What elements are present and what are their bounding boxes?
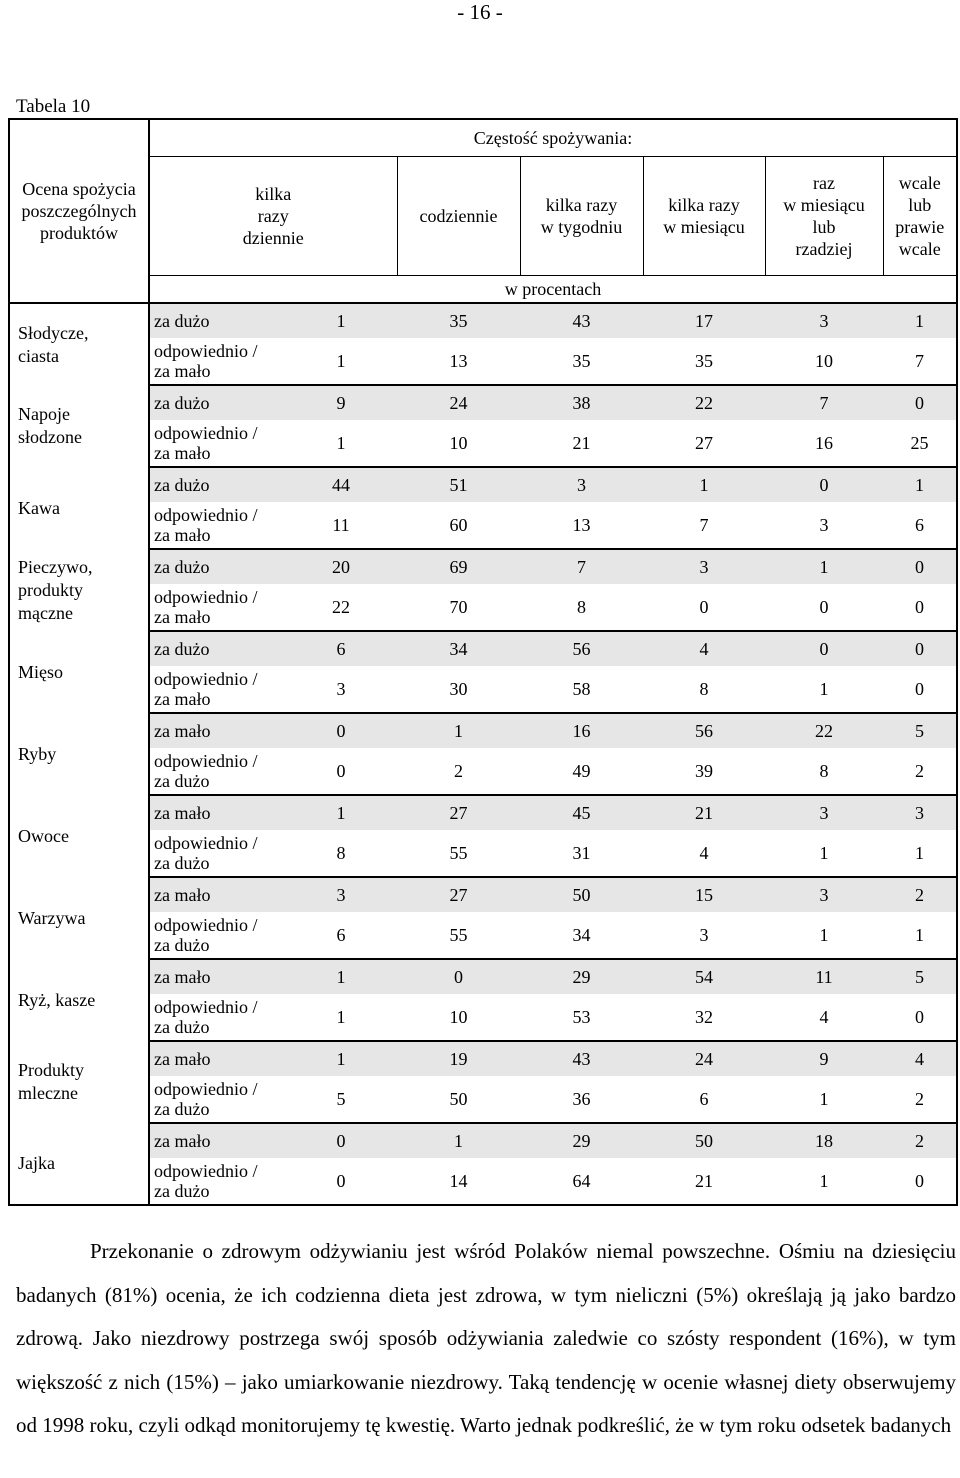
value-cell: 25 bbox=[883, 420, 957, 467]
table-title: Tabela 10 bbox=[16, 96, 91, 117]
value-cell: 18 bbox=[765, 1123, 883, 1158]
value-cell: 55 bbox=[397, 830, 520, 877]
column-header-line: w tygodniu bbox=[540, 217, 623, 237]
rating-header: Ocena spożycia poszczególnych produktów bbox=[9, 119, 149, 303]
value-cell: 1 bbox=[285, 959, 397, 994]
value-cell: 21 bbox=[643, 795, 765, 830]
value-cell: 2 bbox=[883, 1076, 957, 1123]
value-cell: 22 bbox=[643, 385, 765, 420]
value-cell: 69 bbox=[397, 549, 520, 584]
rating-label bbox=[149, 748, 285, 795]
column-header bbox=[520, 157, 643, 276]
value-cell: 21 bbox=[520, 420, 643, 467]
value-cell: 6 bbox=[285, 631, 397, 666]
rating-label-line: za dużo bbox=[154, 639, 210, 659]
column-header-line: w miesiącu bbox=[783, 195, 865, 215]
value-cell: 36 bbox=[520, 1076, 643, 1123]
rating-label bbox=[149, 385, 285, 420]
value-cell: 14 bbox=[397, 1158, 520, 1205]
column-header-line: wcale bbox=[898, 239, 941, 259]
value-cell: 11 bbox=[765, 959, 883, 994]
value-cell: 24 bbox=[643, 1041, 765, 1076]
rating-label bbox=[149, 303, 285, 338]
value-cell: 10 bbox=[765, 338, 883, 385]
value-cell: 10 bbox=[397, 994, 520, 1041]
value-cell: 0 bbox=[285, 1158, 397, 1205]
value-cell: 8 bbox=[643, 666, 765, 713]
value-cell: 8 bbox=[520, 584, 643, 631]
rating-label-line: za mało bbox=[154, 967, 211, 987]
value-cell: 1 bbox=[765, 1158, 883, 1205]
rating-label-line: za mało bbox=[154, 1131, 211, 1151]
column-header bbox=[397, 157, 520, 276]
table-row bbox=[9, 748, 957, 795]
rating-label-line: odpowiednio / bbox=[154, 1161, 258, 1181]
product-name-line: Owoce bbox=[18, 825, 69, 846]
value-cell: 4 bbox=[643, 631, 765, 666]
value-cell: 4 bbox=[883, 1041, 957, 1076]
value-cell: 64 bbox=[520, 1158, 643, 1205]
value-cell: 51 bbox=[397, 467, 520, 502]
value-cell: 16 bbox=[520, 713, 643, 748]
value-cell: 2 bbox=[883, 748, 957, 795]
column-header-line: raz bbox=[813, 173, 835, 193]
product-name bbox=[9, 795, 149, 877]
product-name bbox=[9, 631, 149, 713]
consumption-table bbox=[8, 118, 958, 1206]
value-cell: 49 bbox=[520, 748, 643, 795]
table-row bbox=[9, 631, 957, 666]
value-cell: 60 bbox=[397, 502, 520, 549]
body-text bbox=[16, 1230, 956, 1448]
value-cell: 50 bbox=[643, 1123, 765, 1158]
value-cell: 35 bbox=[397, 303, 520, 338]
table-row bbox=[9, 994, 957, 1041]
value-cell: 55 bbox=[397, 912, 520, 959]
product-name bbox=[9, 959, 149, 1041]
value-cell: 58 bbox=[520, 666, 643, 713]
value-cell: 31 bbox=[520, 830, 643, 877]
table-row bbox=[9, 666, 957, 713]
product-name bbox=[9, 303, 149, 385]
value-cell: 1 bbox=[285, 994, 397, 1041]
table-row bbox=[9, 713, 957, 748]
rating-label-line: odpowiednio / bbox=[154, 833, 258, 853]
product-name-line: Warzywa bbox=[18, 907, 86, 928]
rating-label-line: za dużo bbox=[154, 311, 210, 331]
rating-label-line: za dużo bbox=[154, 1181, 210, 1201]
rating-label-line: za dużo bbox=[154, 557, 210, 577]
rating-label-line: odpowiednio / bbox=[154, 341, 258, 361]
table-row bbox=[9, 338, 957, 385]
value-cell: 3 bbox=[883, 795, 957, 830]
rating-label-line: za mało bbox=[154, 885, 211, 905]
table-row bbox=[9, 420, 957, 467]
value-cell: 9 bbox=[285, 385, 397, 420]
table-row bbox=[9, 303, 957, 338]
value-cell: 1 bbox=[285, 795, 397, 830]
column-header-line: dziennie bbox=[242, 228, 304, 248]
value-cell: 1 bbox=[765, 912, 883, 959]
value-cell: 70 bbox=[397, 584, 520, 631]
rating-label-line: odpowiednio / bbox=[154, 587, 258, 607]
table-row bbox=[9, 830, 957, 877]
value-cell: 45 bbox=[520, 795, 643, 830]
value-cell: 7 bbox=[520, 549, 643, 584]
value-cell: 7 bbox=[883, 338, 957, 385]
value-cell: 29 bbox=[520, 959, 643, 994]
value-cell: 0 bbox=[883, 994, 957, 1041]
product-name-line: Pieczywo, bbox=[18, 556, 93, 577]
rating-label-line: odpowiednio / bbox=[154, 423, 258, 443]
product-name-line: Ryby bbox=[18, 743, 57, 764]
value-cell: 16 bbox=[765, 420, 883, 467]
rating-label bbox=[149, 1123, 285, 1158]
rating-label-line: odpowiednio / bbox=[154, 1079, 258, 1099]
value-cell: 27 bbox=[643, 420, 765, 467]
value-cell: 5 bbox=[285, 1076, 397, 1123]
table-row bbox=[9, 1041, 957, 1076]
column-header-line: kilka bbox=[255, 184, 292, 204]
product-name bbox=[9, 385, 149, 467]
value-cell: 22 bbox=[285, 584, 397, 631]
table-row bbox=[9, 1158, 957, 1205]
value-cell: 50 bbox=[397, 1076, 520, 1123]
column-header-line: kilka razy bbox=[668, 195, 740, 215]
rating-label-line: za mało bbox=[154, 361, 211, 381]
value-cell: 1 bbox=[883, 912, 957, 959]
rating-label-line: za mało bbox=[154, 443, 211, 463]
value-cell: 38 bbox=[520, 385, 643, 420]
product-name-line: produkty bbox=[18, 579, 83, 600]
value-cell: 19 bbox=[397, 1041, 520, 1076]
rating-label bbox=[149, 420, 285, 467]
value-cell: 30 bbox=[397, 666, 520, 713]
rating-label bbox=[149, 549, 285, 584]
value-cell: 6 bbox=[883, 502, 957, 549]
value-cell: 13 bbox=[397, 338, 520, 385]
value-cell: 3 bbox=[765, 795, 883, 830]
value-cell: 1 bbox=[285, 1041, 397, 1076]
rating-label bbox=[149, 1158, 285, 1205]
value-cell: 1 bbox=[285, 420, 397, 467]
product-name-line: ciasta bbox=[18, 345, 59, 366]
table-row bbox=[9, 1076, 957, 1123]
table-row bbox=[9, 584, 957, 631]
value-cell: 29 bbox=[520, 1123, 643, 1158]
table-row bbox=[9, 795, 957, 830]
value-cell: 44 bbox=[285, 467, 397, 502]
product-name bbox=[9, 713, 149, 795]
column-header-line: codziennie bbox=[419, 206, 498, 226]
value-cell: 17 bbox=[643, 303, 765, 338]
value-cell: 0 bbox=[883, 385, 957, 420]
rating-label bbox=[149, 666, 285, 713]
value-cell: 3 bbox=[643, 549, 765, 584]
value-cell: 2 bbox=[397, 748, 520, 795]
rating-label-line: odpowiednio / bbox=[154, 505, 258, 525]
value-cell: 53 bbox=[520, 994, 643, 1041]
table-row bbox=[9, 912, 957, 959]
value-cell: 7 bbox=[765, 385, 883, 420]
value-cell: 1 bbox=[883, 303, 957, 338]
column-header bbox=[149, 157, 397, 276]
rating-label bbox=[149, 1076, 285, 1123]
rating-label bbox=[149, 1041, 285, 1076]
value-cell: 27 bbox=[397, 877, 520, 912]
rating-label bbox=[149, 467, 285, 502]
product-name-line: mleczne bbox=[18, 1083, 78, 1103]
value-cell: 1 bbox=[397, 713, 520, 748]
product-name bbox=[9, 549, 149, 631]
rating-label-line: za mało bbox=[154, 689, 211, 709]
product-name bbox=[9, 877, 149, 959]
product-name-line: Napoje bbox=[18, 404, 70, 424]
value-cell: 11 bbox=[285, 502, 397, 549]
rating-label-line: odpowiednio / bbox=[154, 669, 258, 689]
value-cell: 6 bbox=[285, 912, 397, 959]
rating-label bbox=[149, 502, 285, 549]
value-cell: 0 bbox=[883, 666, 957, 713]
value-cell: 27 bbox=[397, 795, 520, 830]
value-cell: 22 bbox=[765, 713, 883, 748]
value-cell: 3 bbox=[520, 467, 643, 502]
frequency-header: Częstość spożywania: bbox=[149, 119, 957, 157]
value-cell: 35 bbox=[520, 338, 643, 385]
column-header-line: prawie bbox=[895, 217, 945, 237]
value-cell: 24 bbox=[397, 385, 520, 420]
value-cell: 1 bbox=[765, 830, 883, 877]
value-cell: 0 bbox=[285, 713, 397, 748]
product-name-line: Kawa bbox=[18, 497, 60, 518]
product-name-line: Mięso bbox=[18, 661, 63, 682]
value-cell: 1 bbox=[285, 338, 397, 385]
column-header-line: rzadziej bbox=[795, 239, 853, 259]
value-cell: 1 bbox=[643, 467, 765, 502]
value-cell: 0 bbox=[883, 549, 957, 584]
table-row bbox=[9, 549, 957, 584]
product-name-line: Słodycze, bbox=[18, 322, 89, 343]
value-cell: 3 bbox=[765, 303, 883, 338]
column-header-line: wcale bbox=[898, 173, 941, 193]
product-name-line: mączne bbox=[18, 602, 73, 623]
value-cell: 7 bbox=[643, 502, 765, 549]
value-cell: 6 bbox=[643, 1076, 765, 1123]
value-cell: 0 bbox=[285, 1123, 397, 1158]
rating-label bbox=[149, 994, 285, 1041]
rating-label bbox=[149, 713, 285, 748]
rating-label-line: za dużo bbox=[154, 393, 210, 413]
rating-label bbox=[149, 912, 285, 959]
product-name bbox=[9, 1041, 149, 1123]
value-cell: 0 bbox=[765, 467, 883, 502]
value-cell: 0 bbox=[643, 584, 765, 631]
product-name bbox=[9, 1123, 149, 1205]
value-cell: 1 bbox=[765, 666, 883, 713]
product-name-line: Jajka bbox=[18, 1153, 55, 1173]
value-cell: 5 bbox=[883, 959, 957, 994]
value-cell: 0 bbox=[883, 631, 957, 666]
value-cell: 43 bbox=[520, 303, 643, 338]
table-row bbox=[9, 877, 957, 912]
value-cell: 8 bbox=[285, 830, 397, 877]
value-cell: 20 bbox=[285, 549, 397, 584]
rating-label bbox=[149, 338, 285, 385]
value-cell: 3 bbox=[643, 912, 765, 959]
value-cell: 15 bbox=[643, 877, 765, 912]
rating-label bbox=[149, 830, 285, 877]
unit-header: w procentach bbox=[149, 276, 957, 304]
value-cell: 9 bbox=[765, 1041, 883, 1076]
rating-label-line: za mało bbox=[154, 721, 211, 741]
value-cell: 0 bbox=[883, 584, 957, 631]
column-header-line: kilka razy bbox=[545, 195, 618, 215]
rating-label-line: za dużo bbox=[154, 1017, 210, 1037]
value-cell: 1 bbox=[397, 1123, 520, 1158]
rating-label-line: za dużo bbox=[154, 853, 210, 873]
table-row bbox=[9, 385, 957, 420]
page-number: - 16 - bbox=[457, 0, 503, 24]
value-cell: 0 bbox=[285, 748, 397, 795]
rating-label-line: odpowiednio / bbox=[154, 751, 258, 771]
value-cell: 4 bbox=[765, 994, 883, 1041]
value-cell: 32 bbox=[643, 994, 765, 1041]
value-cell: 3 bbox=[765, 502, 883, 549]
value-cell: 8 bbox=[765, 748, 883, 795]
value-cell: 1 bbox=[765, 549, 883, 584]
value-cell: 0 bbox=[883, 1158, 957, 1205]
rating-label-line: za dużo bbox=[154, 475, 210, 495]
value-cell: 3 bbox=[765, 877, 883, 912]
value-cell: 3 bbox=[285, 877, 397, 912]
rating-label-line: za dużo bbox=[154, 935, 210, 955]
column-header-line: w miesiącu bbox=[663, 217, 745, 237]
value-cell: 43 bbox=[520, 1041, 643, 1076]
value-cell: 10 bbox=[397, 420, 520, 467]
rating-label bbox=[149, 795, 285, 830]
table-row bbox=[9, 1123, 957, 1158]
value-cell: 2 bbox=[883, 877, 957, 912]
value-cell: 3 bbox=[285, 666, 397, 713]
rating-label-line: za dużo bbox=[154, 771, 210, 791]
value-cell: 1 bbox=[285, 303, 397, 338]
rating-label-line: za mało bbox=[154, 1049, 211, 1069]
body-paragraph: Przekonanie o zdrowym odżywianiu jest wśród Polaków niemal powszechne. Ośmiu na dziesięciu badanych (81%) ocenia, że ich codzienna dieta jest zdrowa, w tym nieliczni (5%) określają ją jako bardzo zdrową. Jako niezdrowy postrzega swój sposób odżywiania zaledwie co szósty respondent (16%), w tym większość z nich (15%) – jako umiarkowanie niezdrowy. Taką tendencję w ocenie własnej diety obserwujemy od 1998 roku, czyli odkąd monitorujemy tę kwestię. Warto jednak podkreślić, że w tym roku odsetek badanych bbox=[16, 1239, 956, 1437]
value-cell: 5 bbox=[883, 713, 957, 748]
rating-label bbox=[149, 959, 285, 994]
table-row bbox=[9, 502, 957, 549]
value-cell: 34 bbox=[520, 912, 643, 959]
value-cell: 50 bbox=[520, 877, 643, 912]
column-header-line: lub bbox=[908, 195, 932, 215]
rating-label bbox=[149, 584, 285, 631]
table-row bbox=[9, 467, 957, 502]
value-cell: 1 bbox=[765, 1076, 883, 1123]
value-cell: 0 bbox=[765, 584, 883, 631]
value-cell: 0 bbox=[765, 631, 883, 666]
value-cell: 13 bbox=[520, 502, 643, 549]
value-cell: 0 bbox=[397, 959, 520, 994]
product-name bbox=[9, 467, 149, 549]
rating-label-line: za mało bbox=[154, 803, 211, 823]
column-header bbox=[765, 157, 883, 276]
rating-label bbox=[149, 877, 285, 912]
value-cell: 56 bbox=[520, 631, 643, 666]
rating-label-line: za dużo bbox=[154, 1099, 210, 1119]
value-cell: 4 bbox=[643, 830, 765, 877]
product-name-line: Ryż, kasze bbox=[18, 989, 96, 1010]
product-name-line: Produkty bbox=[18, 1060, 85, 1080]
column-header-line: lub bbox=[812, 217, 836, 237]
rating-label-line: odpowiednio / bbox=[154, 997, 258, 1017]
value-cell: 2 bbox=[883, 1123, 957, 1158]
column-header bbox=[883, 157, 957, 276]
value-cell: 1 bbox=[883, 467, 957, 502]
column-header bbox=[643, 157, 765, 276]
table-row bbox=[9, 959, 957, 994]
value-cell: 39 bbox=[643, 748, 765, 795]
rating-label-line: za mało bbox=[154, 607, 211, 627]
value-cell: 21 bbox=[643, 1158, 765, 1205]
value-cell: 56 bbox=[643, 713, 765, 748]
rating-label-line: odpowiednio / bbox=[154, 915, 258, 935]
column-header-line: razy bbox=[257, 206, 289, 226]
product-name-line: słodzone bbox=[18, 427, 82, 447]
value-cell: 1 bbox=[883, 830, 957, 877]
value-cell: 54 bbox=[643, 959, 765, 994]
value-cell: 34 bbox=[397, 631, 520, 666]
rating-label-line: za mało bbox=[154, 525, 211, 545]
value-cell: 35 bbox=[643, 338, 765, 385]
rating-label bbox=[149, 631, 285, 666]
